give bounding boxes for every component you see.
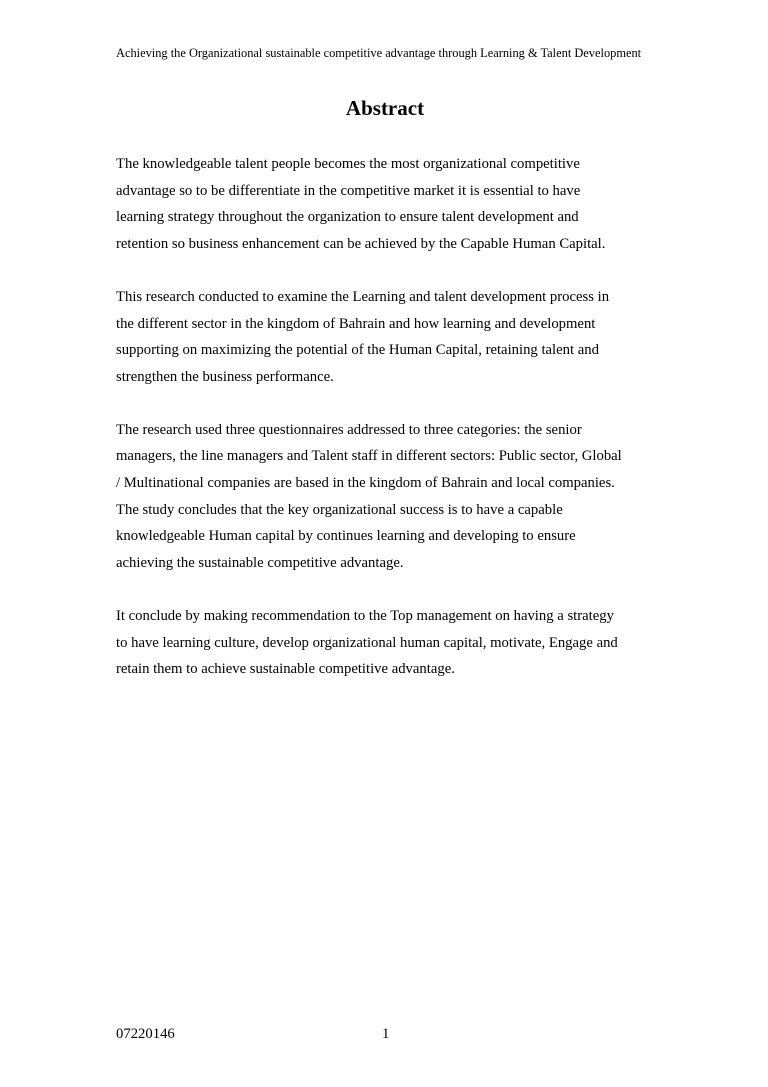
text-line: / Multinational companies are based in the kingdom of Bahrain and local companies. xyxy=(116,475,615,492)
paragraph-4 xyxy=(116,603,676,683)
text-line: retain them to achieve sustainable competitive advantage. xyxy=(116,661,455,678)
abstract-body xyxy=(116,151,676,709)
page-title: Abstract xyxy=(345,96,425,120)
text-line: achieving the sustainable competitive advantage. xyxy=(116,555,404,572)
text-line: It conclude by making recommendation to the Top management on having a strategy xyxy=(116,607,614,624)
text-line: advantage so to be differentiate in the competitive market it is essential to have xyxy=(116,182,581,199)
paragraph-1 xyxy=(116,151,676,258)
paragraph-3 xyxy=(116,417,676,577)
text-line: knowledgeable Human capital by continues learning and developing to ensure xyxy=(116,528,576,545)
text-line: supporting on maximizing the potential of the Human Capital, retaining talent and xyxy=(116,342,599,359)
text-line: the different sector in the kingdom of Bahrain and how learning and development xyxy=(116,315,596,332)
text-line: to have learning culture, develop organizational human capital, motivate, Engage and xyxy=(116,634,618,651)
text-line: managers, the line managers and Talent staff in different sectors: Public sector, Global xyxy=(116,448,622,465)
footer-page-number: 1 xyxy=(382,1026,390,1042)
text-line: strengthen the business performance. xyxy=(116,368,334,385)
text-line: learning strategy throughout the organization to ensure talent development and xyxy=(116,209,579,226)
paragraph-2 xyxy=(116,284,676,391)
running-header: Achieving the Organizational sustainable competitive advantage through Learning & Talent Development xyxy=(116,46,642,60)
text-line: The knowledgeable talent people becomes the most organizational competitive xyxy=(116,156,580,172)
text-line: This research conducted to examine the Learning and talent development process in xyxy=(116,288,610,305)
text-line: The research used three questionnaires addressed to three categories: the senior xyxy=(116,421,582,438)
text-line: retention so business enhancement can be achieved by the Capable Human Capital. xyxy=(116,236,606,253)
footer-document-id: 07220146 xyxy=(116,1026,175,1042)
text-line: The study concludes that the key organizational success is to have a capable xyxy=(116,501,563,518)
